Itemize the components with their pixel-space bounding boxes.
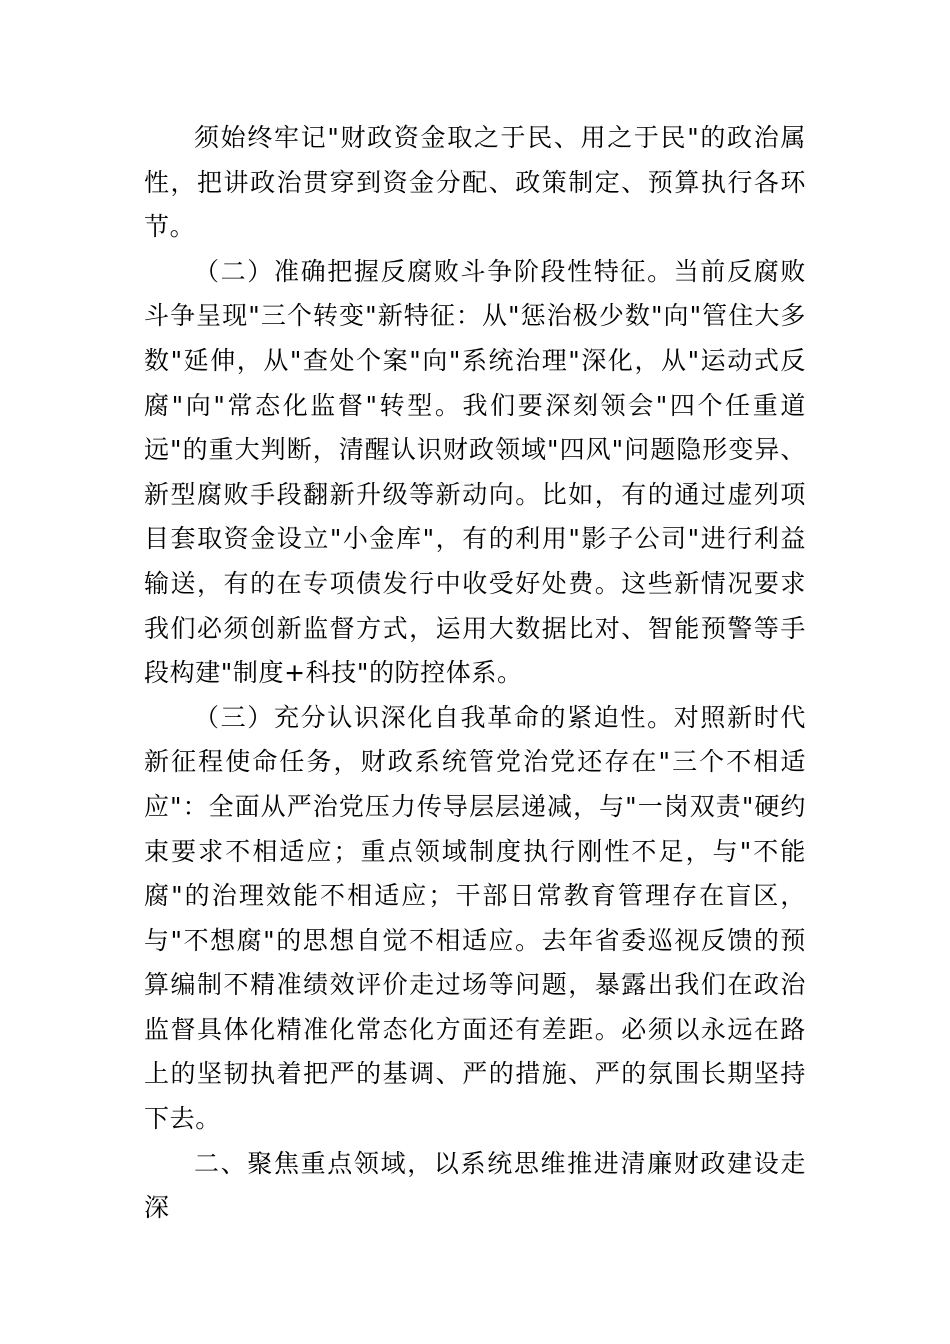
heading-part-two: 二、聚焦重点领域，以系统思维推进清廉财政建设走深 xyxy=(144,1148,806,1223)
document-body xyxy=(144,116,806,1231)
paragraph-section-2-anti-corruption: （二）准确把握反腐败斗争阶段性特征。当前反腐败斗争呈现"三个转变"新特征：从"惩治极少数"向"管住大多数"延伸，从"查处个案"向"系统治理"深化，从"运动式反腐"向"常态化监督"转型。我们要深刻领会"四个任重道远"的重大判断，清醒认识财政领域"四风"问题隐形变异、新型腐败手段翻新升级等新动向。比如，有的通过虚列项目套取资金设立"小金库"，有的利用"影子公司"进行利益输送，有的在专项债发行中收受好处费。这些新情况要求我们必须创新监督方式，运用大数据比对、智能预警等手段构建"制度+科技"的防控体系。 xyxy=(144,256,806,688)
paragraph-section-3-self-revolution: （三）充分认识深化自我革命的紧迫性。对照新时代新征程使命任务，财政系统管党治党还存在"三个不相适应"：全面从严治党压力传导层层递减，与"一岗双责"硬约束要求不相适应；重点领域制度执行刚性不足，与"不能腐"的治理效能不相适应；干部日常教育管理存在盲区，与"不想腐"的思想自觉不相适应。去年省委巡视反馈的预算编制不精准绩效评价走过场等问题，暴露出我们在政治监督具体化精准化常态化方面还有差距。必须以永远在路上的坚韧执着把严的基调、严的措施、严的氛围长期坚持下去。 xyxy=(144,702,806,1134)
paragraph-continued-political-attribute: 须始终牢记"财政资金取之于民、用之于民"的政治属性，把讲政治贯穿到资金分配、政策制定、预算执行各环节。 xyxy=(144,123,806,242)
